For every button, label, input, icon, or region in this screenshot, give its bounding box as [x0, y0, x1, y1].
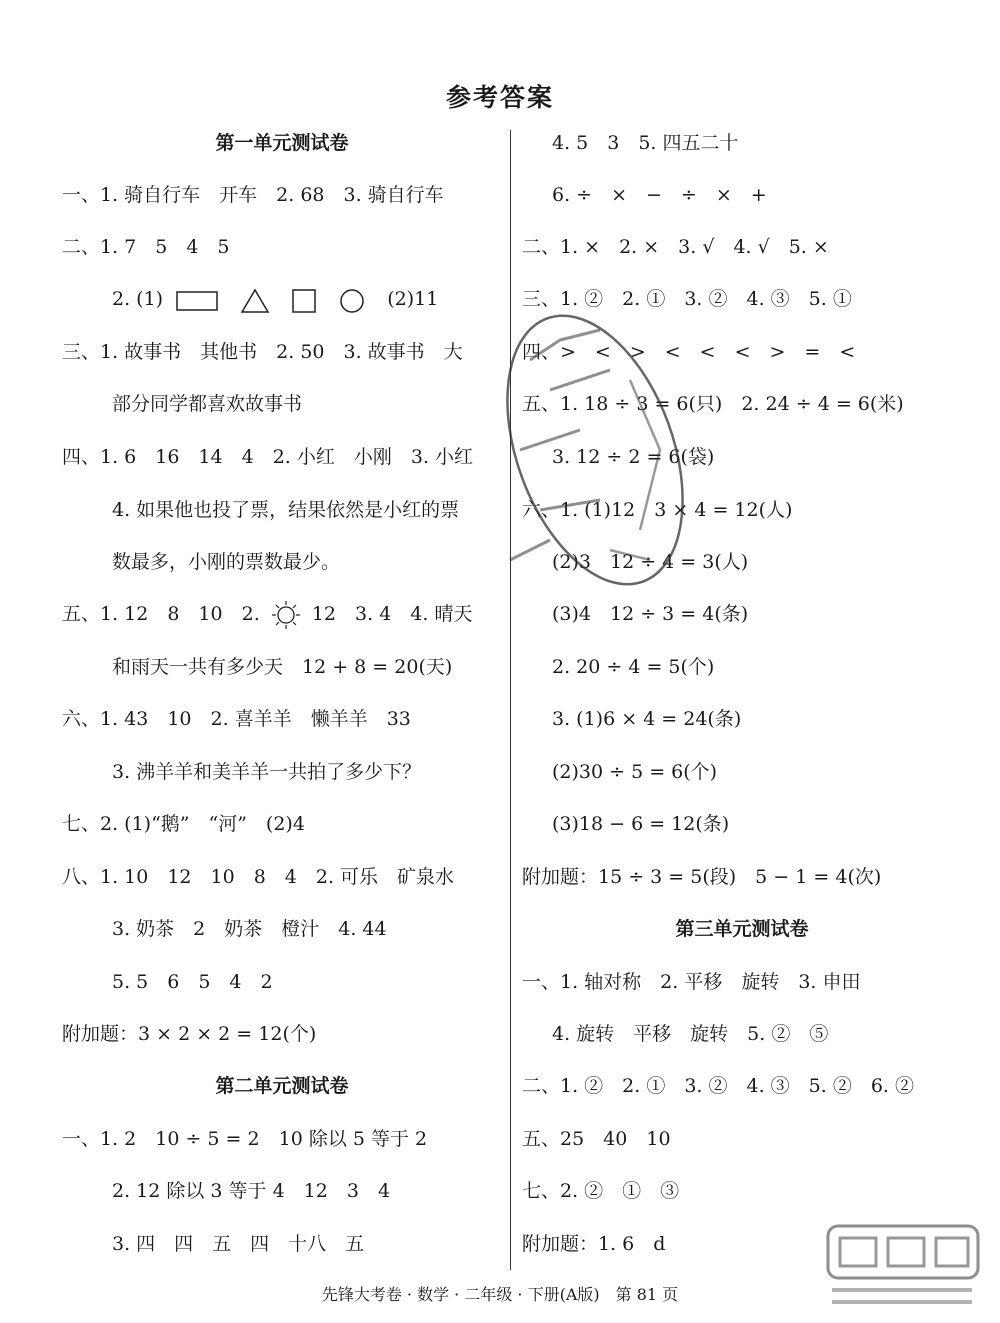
answer-line: 一、1. 2 10 ÷ 5 = 2 10 除以 5 等于 2	[62, 1128, 428, 1150]
answer-line: 5. 5 6 5 4 2	[112, 971, 273, 993]
answer-text: 2. (1)	[112, 288, 164, 310]
answer-line-sun	[62, 599, 472, 630]
answer-line: 七、2. (1)“鹅” “河” (2)4	[62, 813, 305, 835]
triangle-shape	[242, 290, 268, 312]
page-title: 参考答案	[445, 83, 554, 112]
answer-line: 五、25 40 10	[522, 1128, 671, 1150]
answer-line: 六、1. 43 10 2. 喜羊羊 懒羊羊 33	[62, 708, 411, 730]
answer-line: 和雨天一共有多少天 12 + 8 = 20(天)	[112, 656, 453, 678]
answer-line: 四、> < > < < < > = <	[522, 341, 856, 363]
answer-line: 附加题：15 ÷ 3 = 5(段) 5 − 1 = 4(次)	[522, 866, 882, 888]
answer-text: 五、1. 12 8 10 2.	[62, 603, 260, 625]
answer-line: 3. 沸羊羊和美羊羊一共拍了多少下？	[112, 761, 422, 783]
answer-line: 4. 如果他也投了票，结果依然是小红的票	[112, 499, 460, 521]
unit2-heading: 第二单元测试卷	[215, 1075, 349, 1097]
answer-line: 4. 旋转 平移 旋转 5. ② ⑤	[552, 1023, 829, 1045]
watermark-stamp	[490, 300, 700, 600]
answer-line: 七、2. ② ① ③	[522, 1180, 680, 1202]
answer-line: 2. 12 除以 3 等于 4 12 3 4	[112, 1180, 391, 1202]
circle-shape	[341, 290, 363, 312]
answer-line: (2)30 ÷ 5 = 6(个)	[552, 761, 718, 783]
answer-line: (3)18 − 6 = 12(条)	[552, 813, 730, 835]
answer-line: 二、1. 7 5 4 5	[62, 236, 230, 258]
square-shape	[293, 290, 315, 312]
answer-line: 二、1. × 2. × 3. √ 4. √ 5. ×	[522, 236, 829, 258]
answer-line: 附加题：1. 6 d	[522, 1233, 666, 1255]
answer-line: 2. 20 ÷ 4 = 5(个)	[552, 656, 715, 678]
answer-line: 五、1. 18 ÷ 3 = 6(只) 2. 24 ÷ 4 = 6(米)	[522, 393, 904, 415]
unit1-heading: 第一单元测试卷	[215, 132, 349, 154]
answer-line-shapes	[112, 284, 438, 314]
answer-line: 6. ÷ × − ÷ × +	[552, 184, 767, 206]
answer-line: 3. 12 ÷ 2 = 6(袋)	[552, 446, 715, 468]
unit3-heading: 第三单元测试卷	[675, 918, 809, 940]
answer-line: (2)3 12 ÷ 4 = 3(人)	[552, 551, 749, 573]
answer-line: 一、1. 轴对称 2. 平移 旋转 3. 申田	[522, 971, 861, 993]
answer-line: 部分同学都喜欢故事书	[112, 393, 303, 415]
answer-text: 12 3. 4 4. 晴天	[311, 603, 473, 625]
answer-line: 3. 四 四 五 四 十八 五	[112, 1233, 365, 1255]
answer-line: 数最多，小刚的票数最少。	[112, 551, 341, 573]
answer-line: 八、1. 10 12 10 8 4 2. 可乐 矿泉水	[62, 866, 455, 888]
answer-line: 3. 奶茶 2 奶茶 橙汁 4. 44	[112, 918, 387, 940]
page-footer: 先锋大考卷 · 数学 · 二年级 · 下册(A版) 第 81 页	[321, 1285, 679, 1304]
answer-line: 三、1. 故事书 其他书 2. 50 3. 故事书 大	[62, 341, 463, 363]
answer-line: 4. 5 3 5. 四五二十	[552, 132, 739, 154]
answer-line: 3. (1)6 × 4 = 24(条)	[552, 708, 742, 730]
answer-line: 二、1. ② 2. ① 3. ② 4. ③ 5. ② 6. ②	[522, 1075, 915, 1097]
sun-icon	[266, 600, 306, 630]
answer-line: 六、1. (1)12 3 × 4 = 12(人)	[522, 499, 793, 521]
answer-line: 三、1. ② 2. ① 3. ② 4. ③ 5. ①	[522, 288, 852, 310]
rectangle-shape	[177, 292, 217, 310]
answer-line: 四、1. 6 16 14 4 2. 小红 小刚 3. 小红	[62, 446, 474, 468]
shapes-figure	[175, 286, 375, 314]
answer-line: 附加题：3 × 2 × 2 = 12(个)	[62, 1023, 317, 1045]
answer-line: (3)4 12 ÷ 3 = 4(条)	[552, 603, 749, 625]
answer-line: 一、1. 骑自行车 开车 2. 68 3. 骑自行车	[62, 184, 444, 206]
answer-text: (2)11	[387, 288, 439, 310]
